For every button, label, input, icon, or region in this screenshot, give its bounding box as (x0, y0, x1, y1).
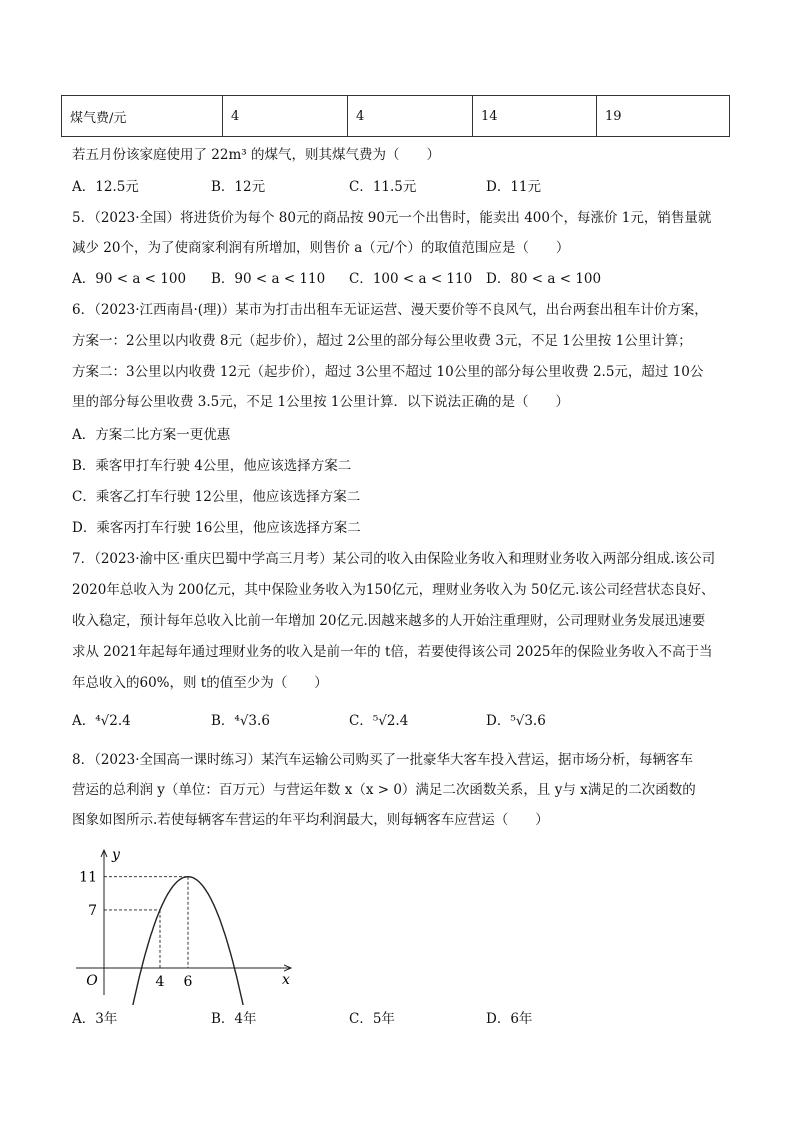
q8-line-3: 图象如图所示.若使每辆客车营运的年平均利润最大，则每辆客车应营运（ ） (72, 812, 549, 828)
q8-line-2: 营运的总利润 y（单位：百万元）与营运年数 x（x > 0）满足二次函数关系，且 y与 x满足的二次函数的 (72, 782, 696, 798)
q5-line-2: 减少 20个，为了使商家利润有所增加，则售价 a（元/个）的取值范围应是（ ） (72, 240, 570, 256)
q6-option-b[interactable]: B．乘客甲打车行驶 4公里，他应该选择方案二 (72, 458, 352, 474)
q6-line-3: 方案二：3公里以内收费 12元（起步价），超过 3公里不超过 10公里的部分每公里收费 2.5元，超过 10公 (72, 364, 704, 380)
q7-option-b[interactable]: B．⁴√3.6 (211, 713, 270, 729)
table-cell: 煤气费/元 (62, 96, 223, 137)
q6-line-2: 方案一：2公里以内收费 8元（起步价），超过 2公里的部分每公里收费 3元，不足 1公里按 1公里计算； (72, 333, 692, 349)
q5-option-d[interactable]: D．80 < a < 100 (486, 271, 602, 287)
parabola-graph (68, 845, 298, 1005)
q4-option-c[interactable]: C．11.5元 (349, 179, 417, 195)
table-cell: 4 (223, 96, 348, 137)
q4-option-b[interactable]: B．12元 (211, 179, 266, 195)
q5-line-1: 5．（2023·全国）将进货价为每个 80元的商品按 90元一个出售时，能卖出 400个，每涨价 1元，销售量就 (72, 210, 712, 226)
q7-option-a[interactable]: A．⁴√2.4 (72, 713, 131, 729)
q7-line-2: 2020年总收入为 200亿元，其中保险业务收入为150亿元，理财业务收入为 50亿元.该公司经营状态良好、 (72, 582, 715, 598)
q8-option-c[interactable]: C．5年 (349, 1011, 395, 1027)
table-cell: 4 (348, 96, 473, 137)
q6-option-c[interactable]: C．乘客乙打车行驶 12公里，他应该选择方案二 (72, 489, 361, 505)
q7-line-1: 7．（2023·渝中区·重庆巴蜀中学高三月考）某公司的收入由保险业务收入和理财业务收入两部分组成.该公司 (72, 551, 716, 567)
table-cell: 19 (597, 96, 730, 137)
q7-line-3: 收入稳定，预计每年总收入比前一年增加 20亿元.因越来越多的人开始注重理财，公司理财业务发展迅速要 (72, 613, 706, 629)
x-tick-label: 6 (183, 974, 193, 990)
q6-line-1: 6．（2023·江西南昌·(理)）某市为打击出租车无证运营、漫天要价等不良风气，出台两套出租车计价方案， (72, 302, 708, 318)
y-tick-label: 11 (79, 869, 97, 886)
q6-option-d[interactable]: D．乘客丙打车行驶 16公里，他应该选择方案二 (72, 520, 361, 536)
table-row (62, 96, 730, 137)
y-tick-label: 7 (88, 902, 97, 919)
y-axis-label: y (112, 847, 120, 863)
x-tick-label: 4 (155, 974, 165, 990)
x-axis-label: x (282, 972, 290, 988)
q8-line-1: 8．（2023·全国高一课时练习）某汽车运输公司购买了一批豪华大客车投入营运，据市场分析，每辆客车 (72, 752, 693, 768)
q4-option-a[interactable]: A．12.5元 (72, 179, 139, 195)
q8-option-b[interactable]: B．4年 (211, 1011, 257, 1027)
q6-option-a[interactable]: A．方案二比方案一更优惠 (72, 427, 231, 443)
table-cell: 14 (473, 96, 597, 137)
q8-option-a[interactable]: A．3年 (72, 1011, 118, 1027)
q5-option-c[interactable]: C．100 < a < 110 (349, 271, 473, 287)
q7-option-c[interactable]: C．⁵√2.4 (349, 713, 409, 729)
q6-line-4: 里的部分每公里收费 3.5元，不足 1公里按 1公里计算．以下说法正确的是（ ） (72, 394, 570, 410)
q7-line-4: 求从 2021年起每年通过理财业务的收入是前一年的 t倍，若要使得该公司 2025年的保险业务收入不高于当 (72, 644, 713, 660)
q5-option-b[interactable]: B．90 < a < 110 (211, 271, 326, 287)
q8-option-d[interactable]: D．6年 (486, 1011, 533, 1027)
q7-line-5: 年总收入的60%，则 t的值至少为（ ） (72, 675, 328, 691)
q4-stem: 若五月份该家庭使用了 22m³ 的煤气，则其煤气费为（ ） (72, 147, 440, 163)
origin-label: O (86, 973, 98, 989)
gas-fee-table (61, 95, 730, 137)
q5-option-a[interactable]: A．90 < a < 100 (72, 271, 187, 287)
q4-option-d[interactable]: D．11元 (486, 179, 542, 195)
q7-option-d[interactable]: D．⁵√3.6 (486, 713, 546, 729)
